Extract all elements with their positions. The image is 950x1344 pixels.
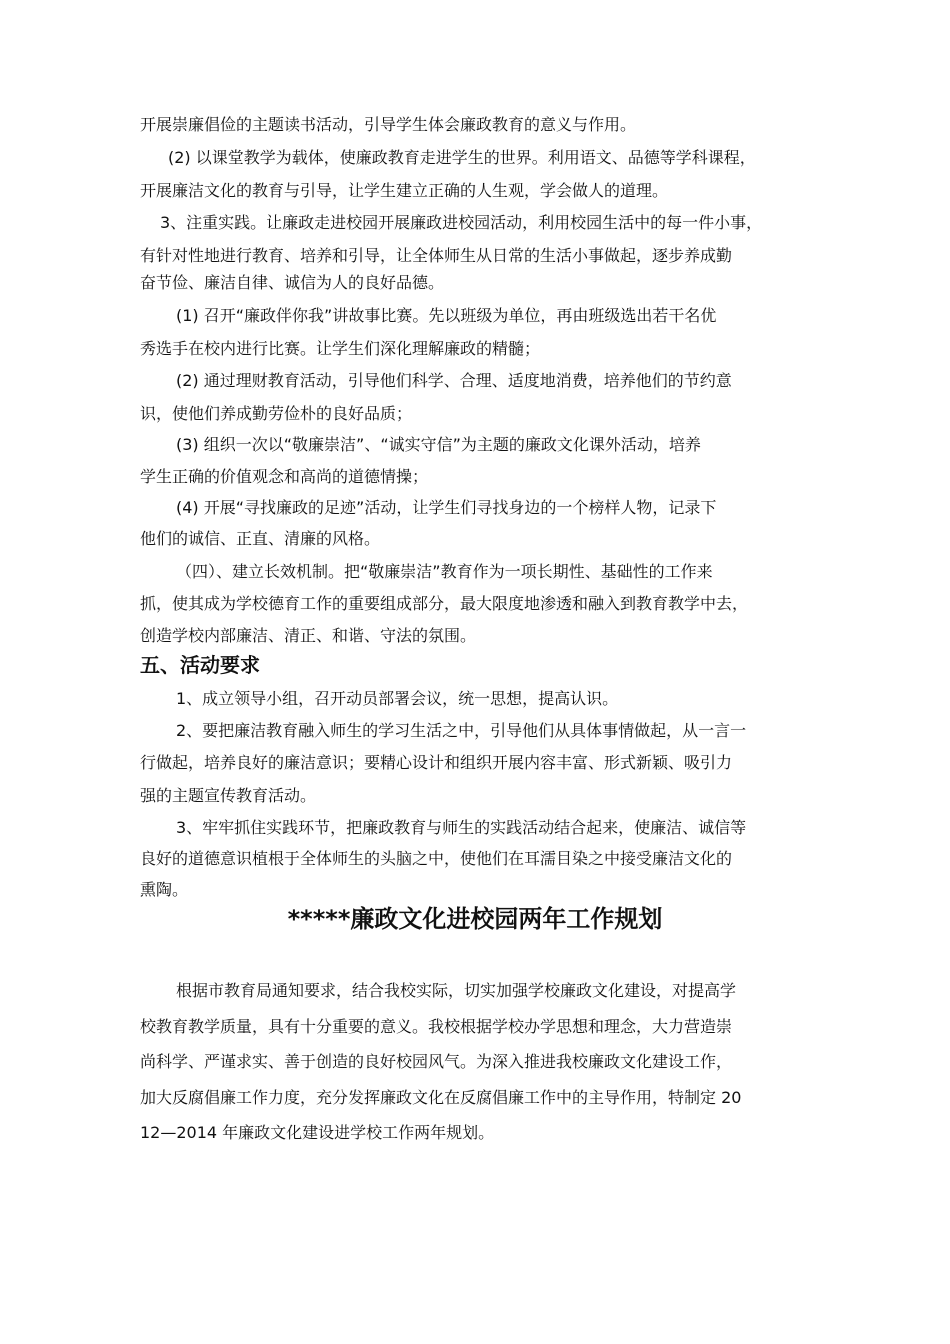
paragraph-line: (4) 开展“寻找廉政的足迹”活动，让学生们寻找身边的一个榜样人物，记录下 [176, 498, 717, 517]
paragraph-line: 秀选手在校内进行比赛。让学生们深化理解廉政的精髓； [140, 339, 541, 358]
paragraph-line: 尚科学、严谨求实、善于创造的良好校园风气。为深入推进我校廉政文化建设工作， [140, 1052, 733, 1071]
paragraph-line: 开展廉洁文化的教育与引导，让学生建立正确的人生观，学会做人的道理。 [140, 181, 669, 200]
paragraph-line: 抓，使其成为学校德育工作的重要组成部分，最大限度地渗透和融入到教育教学中去， [140, 594, 749, 613]
paragraph-line: 有针对性地进行教育、培养和引导，让全体师生从日常的生活小事做起，逐步养成勤 [140, 246, 733, 265]
paragraph-line: 识，使他们养成勤劳俭朴的良好品质； [140, 404, 413, 423]
paragraph-line: 奋节俭、廉洁自律、诚信为人的良好品德。 [140, 273, 445, 292]
paragraph-line: 3、注重实践。让廉政走进校园开展廉政进校园活动，利用校园生活中的每一件小事， [160, 213, 763, 232]
paragraph-line: 2、要把廉洁教育融入师生的学习生活之中，引导他们从具体事情做起，从一言一 [176, 721, 747, 740]
paragraph-line: 12—2014 年廉政文化建设进学校工作两年规划。 [140, 1123, 495, 1142]
paragraph-line: 加大反腐倡廉工作力度，充分发挥廉政文化在反腐倡廉工作中的主导作用，特制定 20 [140, 1088, 742, 1107]
paragraph-line: (2) 以课堂教学为载体，使廉政教育走进学生的世界。利用语文、品德等学科课程， [168, 148, 756, 167]
paragraph-line: 良好的道德意识植根于全体师生的头脑之中，使他们在耳濡目染之中接受廉洁文化的 [140, 849, 733, 868]
paragraph-line: (3) 组织一次以“敬廉崇洁”、“诚实守信”为主题的廉政文化课外活动，培养 [176, 435, 701, 454]
paragraph-line: 学生正确的价值观念和高尚的道德情操； [140, 467, 429, 486]
paragraph-line: 根据市教育局通知要求，结合我校实际，切实加强学校廉政文化建设，对提高学 [176, 981, 737, 1000]
paragraph-line: 创造学校内部廉洁、清正、和谐、守法的氛围。 [140, 626, 477, 645]
paragraph-line: 校教育教学质量，具有十分重要的意义。我校根据学校办学思想和理念，大力营造崇 [140, 1017, 733, 1036]
section-heading: 五、活动要求 [140, 653, 260, 677]
paragraph-line: (2) 通过理财教育活动，引导他们科学、合理、适度地消费，培养他们的节约意 [176, 371, 732, 390]
paragraph-line: 强的主题宣传教育活动。 [140, 786, 317, 805]
paragraph-line: 熏陶。 [140, 880, 189, 899]
paragraph-line: 他们的诚信、正直、清廉的风格。 [140, 529, 381, 548]
paragraph-line: 3、牢牢抓住实践环节，把廉政教育与师生的实践活动结合起来，使廉洁、诚信等 [176, 818, 747, 837]
paragraph-line: 1、成立领导小组，召开动员部署会议，统一思想，提高认识。 [176, 689, 619, 708]
paragraph-line: 开展崇廉倡俭的主题读书活动，引导学生体会廉政教育的意义与作用。 [140, 115, 637, 134]
paragraph-line: （四）、建立长效机制。把“敬廉崇洁”教育作为一项长期性、基础性的工作来 [176, 562, 713, 581]
document-title: *****廉政文化进校园两年工作规划 [287, 905, 663, 933]
paragraph-line: 行做起，培养良好的廉洁意识；要精心设计和组织开展内容丰富、形式新颖、吸引力 [140, 753, 733, 772]
paragraph-line: (1) 召开“廉政伴你我”讲故事比赛。先以班级为单位，再由班级选出若干名优 [176, 306, 717, 325]
